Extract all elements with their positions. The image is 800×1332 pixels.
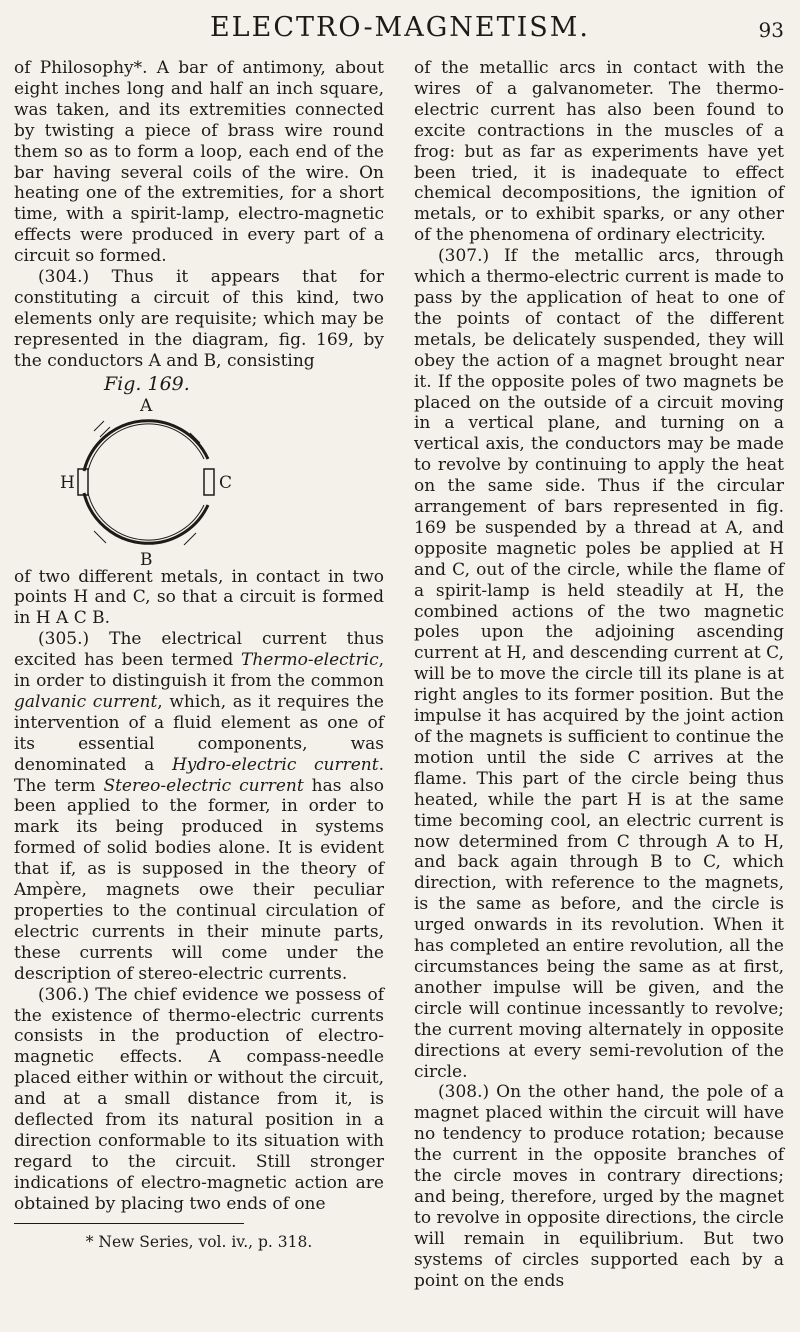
footnote-rule [14,1223,244,1224]
label-b: B [140,549,153,567]
right-column [414,58,784,1291]
label-c: C [219,472,233,493]
paragraph-continuation-right: of the metallic arcs in contact with the wires of a galvanometer. The thermo-electric current has also been found to excite contractions in the muscles of a frog: but as far as experiments have yet been tried, it is inadequate to effect chemical decompositions, the ignition of metals, or to exhibit sparks, or any other of the phenomena of ordinary electricity. [414,58,784,246]
footnote: * New Series, vol. iv., p. 318. [85,1232,313,1251]
running-title: ELECTRO-MAGNETISM. [209,12,591,43]
paragraph-307: (307.) If the metallic arcs, through which a thermo-electric current is made to pass by the application of heat to one of the points of contact of the different metals, be delicately suspended, they will obey the action of a magnet brought near it. If the opposite poles of two magnets be placed on the outside of a circuit moving in a vertical plane, and turning on a vertical axis, the conductors may be made to revolve by continuing to apply the heat on the same side. Thus if the circular arrangement of bars represented in fig. 169 be suspended by a thread at A, and opposite magnetic poles be applied at H and C, out of the circle, while the flame of a spirit-lamp is held steadily at H, the combined actions of the two magnetic poles upon the adjoining ascending current at H, and descending current at C, will be to move the circle till its plane is at right angles to its former position. But the impulse it has acquired by the joint action of the magnets is sufficient to continue the motion until the side C arrives at the flame. This part of the circle being thus heated, while the part H is at the same time becoming cool, an electric current is now determined from C through A to H, and back again through B to C, which direction, with reference to the magnets, is the same as before, and the circle is urged onwards in its revolution. When it has completed an entire revolution, all the circumstances being the same as at first, another impulse will be given, and the circle will continue incessantly to revolve; the current moving alternately in opposite directions at every semi-revolution of the circle. [414,246,785,1082]
left-column [14,58,384,1253]
junction-h [78,469,88,495]
junction-c [204,469,214,495]
paragraph-304: (304.) Thus it appears that for constituting a circuit of this kind, two elements only are requisite; which may be represented in the diagram, fig. 169, by the conductors A and B, consisting [14,267,384,371]
paragraph-continuation: of Philosophy*. A bar of antimony, about eight inches long and half an inch square, was taken, and its extremities connected by twisting a piece of brass wire round them so as to form a loop, each end of the bar having several coils of the wire. On heating one of the extremities, for a short time, with a spirit-lamp, electro-magnetic effects were produced in every part of a circuit so formed. [14,58,384,267]
arc-b [84,493,208,543]
page-header [0,10,800,50]
figure-169 [14,397,384,567]
label-h: H [60,472,75,493]
paragraph-figure-text: of two different metals, in contact in two points H and C, so that a circuit is formed in H A C B. [14,566,384,629]
figure-caption: Fig. 169. [104,372,190,395]
paragraph-305: (305.) The electrical current thus excited has been termed Thermo-electric, in order to distinguish it from the common galvanic current, which, as it requires the intervention of a fluid element as one of its essential components, was denominated a Hydro-electric current. The term Stereo-electric current has also been applied to the former, in order to mark its being produced in systems formed of solid bodies alone. It is evident that if, as is supposed in the theory of Ampère, magnets owe their peculiar properties to the continual circulation of electric currents in their minute parts, these currents will come under the description of stereo-electric currents. [14,629,385,984]
page-number: 93 [758,18,784,42]
circuit-diagram [14,397,384,567]
label-a: A [140,396,153,416]
paragraph-306: (306.) The chief evidence we possess of the existence of thermo-electric currents consists in the production of electro-magnetic effects. A compass-needle placed either within or without the circuit, and at a small distance from it, is deflected from its natural position in a direction conformable to its situation with regard to the circuit. Still stronger indications of electro-magnetic action are obtained by placing two ends of one [14,984,384,1214]
arc-a [84,420,208,470]
paragraph-308: (308.) On the other hand, the pole of a magnet placed within the circuit will have no tendency to produce rotation; because the current in the opposite branches of the circle moves in contrary directions; and being, therefore, urged by the magnet to revolve in opposite directions, the circle will remain in equilibrium. But two systems of circles supported each by a point on the ends [414,1082,784,1291]
